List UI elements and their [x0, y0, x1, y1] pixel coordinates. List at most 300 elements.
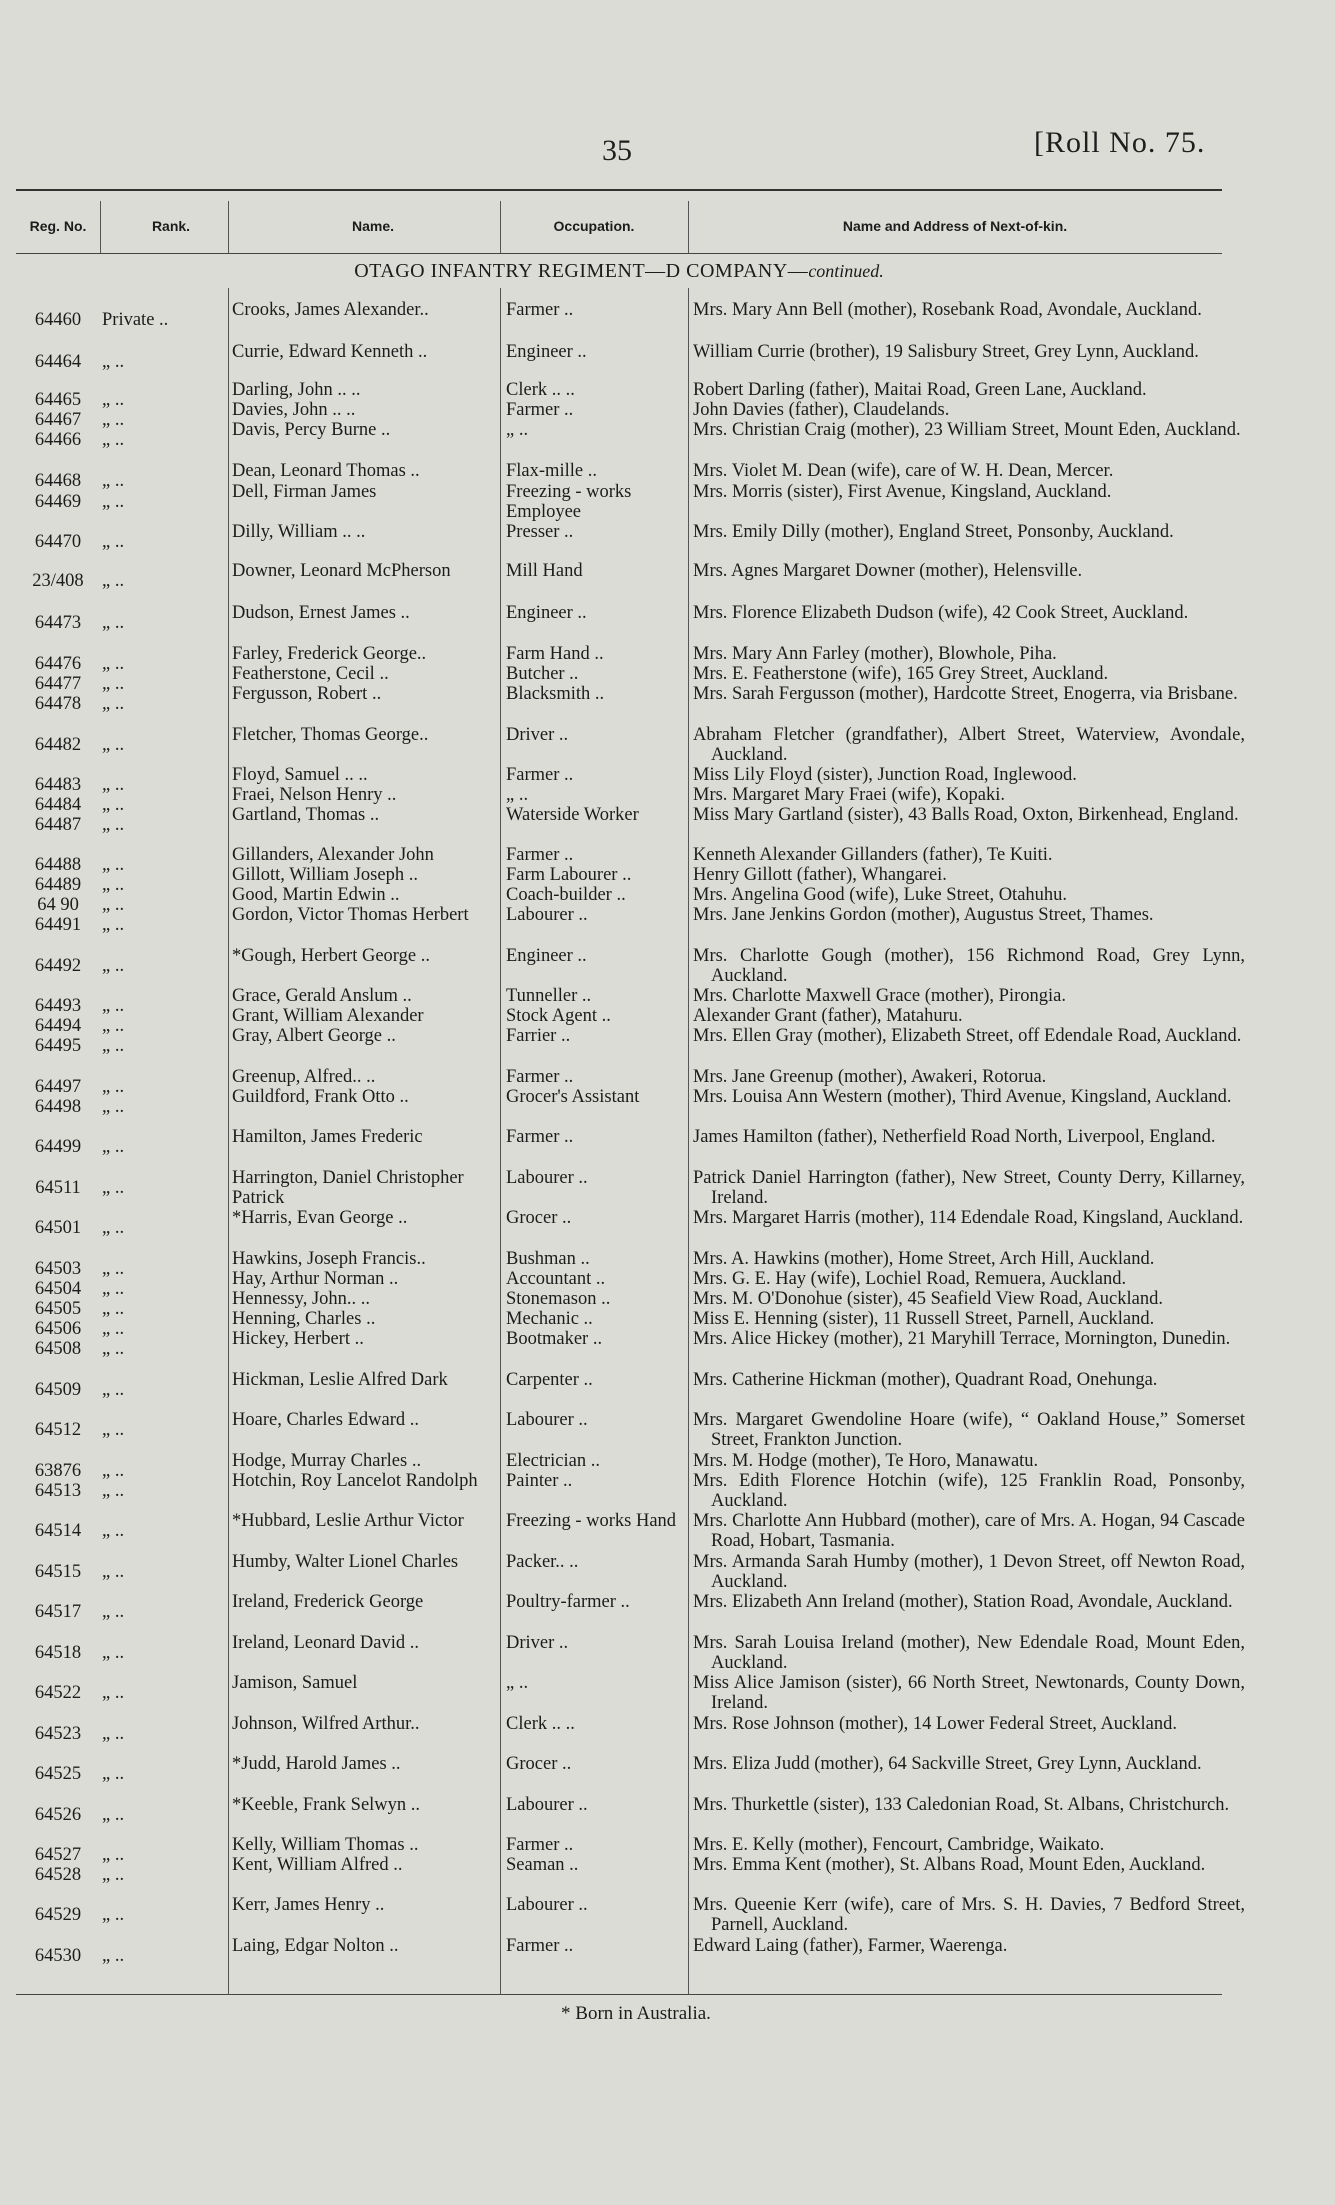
next-of-kin-cell: Mrs. A. Hawkins (mother), Home Street, Arch Hill, Auckland. — [693, 1249, 1155, 1269]
rank-cell: „ .. — [102, 875, 125, 895]
occupation-cell: Labourer .. — [506, 1168, 588, 1188]
reg-no-cell: 64528 — [34, 1865, 82, 1885]
rank-cell: „ .. — [102, 1036, 125, 1056]
rank-cell: „ .. — [102, 1137, 125, 1157]
table-row — [0, 1026, 1335, 1066]
occupation-cell: Coach-builder .. — [506, 885, 626, 905]
name-cell: *Gough, Herbert George .. — [232, 946, 430, 966]
next-of-kin-cell: Mrs. E. Featherstone (wife), 165 Grey Street, Auckland. — [693, 664, 1109, 684]
next-of-kin-cell: Miss Mary Gartland (sister), 43 Balls Road, Oxton, Birkenhead, England. — [693, 805, 1239, 825]
reg-no-cell: 64482 — [34, 735, 82, 755]
reg-no-cell: 64478 — [34, 694, 82, 714]
rank-cell: „ .. — [102, 1724, 125, 1744]
table-row — [0, 1471, 1335, 1511]
occupation-cell: Electrician .. — [506, 1451, 600, 1471]
reg-no-cell: 64467 — [34, 410, 82, 430]
occupation-cell: Freezing - works Hand — [506, 1511, 677, 1531]
next-of-kin-cell: William Currie (brother), 19 Salisbury Street, Grey Lynn, Auckland. — [693, 342, 1199, 362]
name-cell: Crooks, James Alexander.. — [232, 300, 429, 320]
table-bottom-rule — [16, 1994, 1222, 1995]
reg-no-cell: 64515 — [34, 1562, 82, 1582]
next-of-kin-cell: Kenneth Alexander Gillanders (father), Te Kuiti. — [693, 845, 1053, 865]
table-row — [0, 1552, 1335, 1592]
occupation-cell: Farrier .. — [506, 1026, 571, 1046]
rank-cell: „ .. — [102, 1521, 125, 1541]
next-of-kin-cell: Mrs. Louisa Ann Western (mother), Third Avenue, Kingsland, Auckland. — [693, 1087, 1232, 1107]
name-cell: Currie, Edward Kenneth .. — [232, 342, 428, 362]
name-cell: Featherstone, Cecil .. — [232, 664, 389, 684]
name-cell: Dell, Firman James — [232, 482, 377, 502]
table-row — [0, 684, 1335, 724]
reg-no-cell: 64503 — [34, 1259, 82, 1279]
reg-no-cell: 64498 — [34, 1097, 82, 1117]
occupation-cell: Driver .. — [506, 1633, 569, 1653]
occupation-cell: Farmer .. — [506, 400, 574, 420]
reg-no-cell: 64513 — [34, 1481, 82, 1501]
occupation-cell: Grocer .. — [506, 1208, 572, 1228]
next-of-kin-cell: Mrs. Rose Johnson (mother), 14 Lower Federal Street, Auckland. — [693, 1714, 1177, 1734]
occupation-cell: Stock Agent .. — [506, 1006, 611, 1026]
rank-cell: „ .. — [102, 996, 125, 1016]
table-row — [0, 1127, 1335, 1167]
occupation-cell: Blacksmith .. — [506, 684, 605, 704]
table-header — [16, 199, 1222, 254]
reg-no-cell: 64492 — [34, 956, 82, 976]
name-cell: *Keeble, Frank Selwyn .. — [232, 1795, 421, 1815]
rank-cell: „ .. — [102, 1946, 125, 1966]
table-row — [0, 1795, 1335, 1835]
next-of-kin-cell: Mrs. Agnes Margaret Downer (mother), Helensville. — [693, 561, 1083, 581]
next-of-kin-cell: Mrs. Alice Hickey (mother), 21 Maryhill Terrace, Mornington, Dunedin. — [693, 1329, 1231, 1349]
occupation-cell: Clerk .. .. — [506, 380, 575, 400]
next-of-kin-cell: Mrs. Margaret Mary Fraei (wife), Kopaki. — [693, 785, 1006, 805]
table-row — [0, 1087, 1335, 1127]
occupation-cell: Stonemason .. — [506, 1289, 611, 1309]
rank-cell: „ .. — [102, 1845, 125, 1865]
reg-no-cell: 64483 — [34, 775, 82, 795]
name-cell: *Judd, Harold James .. — [232, 1754, 401, 1774]
table-row — [0, 1936, 1335, 1976]
name-cell: Farley, Frederick George.. — [232, 644, 427, 664]
header-occupation: Occupation. — [553, 218, 635, 234]
reg-no-cell: 64501 — [34, 1218, 82, 1238]
occupation-cell: Packer.. .. — [506, 1552, 579, 1572]
reg-no-cell: 64484 — [34, 795, 82, 815]
next-of-kin-cell: Mrs. Margaret Gwendoline Hoare (wife), “ Oakland House,” Somerset Street, Frankton Junction. — [693, 1410, 1245, 1450]
reg-no-cell: 64491 — [34, 915, 82, 935]
next-of-kin-cell: Miss Alice Jamison (sister), 66 North Street, Newtonards, County Down, Ireland. — [693, 1673, 1245, 1713]
table-row — [0, 300, 1335, 340]
table-row — [0, 905, 1335, 945]
reg-no-cell: 64495 — [34, 1036, 82, 1056]
table-row — [0, 725, 1335, 765]
rank-cell: „ .. — [102, 1683, 125, 1703]
next-of-kin-cell: Mrs. Sarah Louisa Ireland (mother), New Edendale Road, Mount Eden, Auckland. — [693, 1633, 1245, 1673]
reg-no-cell: 64518 — [34, 1643, 82, 1663]
rank-cell: „ .. — [102, 471, 125, 491]
reg-no-cell: 64529 — [34, 1905, 82, 1925]
rank-cell: „ .. — [102, 1016, 125, 1036]
occupation-cell: Bootmaker .. — [506, 1329, 603, 1349]
rank-cell: „ .. — [102, 352, 125, 372]
rank-cell: „ .. — [102, 1643, 125, 1663]
next-of-kin-cell: Miss Lily Floyd (sister), Junction Road, Inglewood. — [693, 765, 1077, 785]
name-cell: Ireland, Frederick George — [232, 1592, 424, 1612]
next-of-kin-cell: Mrs. M. O'Donohue (sister), 45 Seafield View Road, Auckland. — [693, 1289, 1163, 1309]
next-of-kin-cell: Mrs. Eliza Judd (mother), 64 Sackville Street, Grey Lynn, Auckland. — [693, 1754, 1202, 1774]
next-of-kin-cell: Mrs. Emily Dilly (mother), England Street, Ponsonby, Auckland. — [693, 522, 1174, 542]
next-of-kin-cell: Mrs. G. E. Hay (wife), Lochiel Road, Remuera, Auckland. — [693, 1269, 1127, 1289]
rank-cell: „ .. — [102, 815, 125, 835]
reg-no-cell: 64499 — [34, 1137, 82, 1157]
next-of-kin-cell: Mrs. Violet M. Dean (wife), care of W. H. Dean, Mercer. — [693, 461, 1114, 481]
regiment-heading-continued: continued. — [808, 261, 884, 281]
name-cell: Gillott, William Joseph .. — [232, 865, 418, 885]
rank-cell: „ .. — [102, 735, 125, 755]
rank-cell: „ .. — [102, 1259, 125, 1279]
name-cell: Downer, Leonard McPherson — [232, 561, 451, 581]
rank-cell: „ .. — [102, 1461, 125, 1481]
occupation-cell: Farmer .. — [506, 1936, 574, 1956]
occupation-cell: Presser .. — [506, 522, 574, 542]
occupation-cell: Labourer .. — [506, 1795, 588, 1815]
occupation-cell: Farmer .. — [506, 765, 574, 785]
next-of-kin-cell: John Davies (father), Claudelands. — [693, 400, 950, 420]
table-row — [0, 946, 1335, 986]
rank-cell: „ .. — [102, 1481, 125, 1501]
rank-cell: „ .. — [102, 1805, 125, 1825]
table-row — [0, 522, 1335, 562]
reg-no-cell: 64506 — [34, 1319, 82, 1339]
next-of-kin-cell: Mrs. Ellen Gray (mother), Elizabeth Street, off Edendale Road, Auckland. — [693, 1026, 1242, 1046]
occupation-cell: Labourer .. — [506, 905, 588, 925]
header-name: Name. — [351, 218, 395, 234]
name-cell: Dudson, Ernest James .. — [232, 603, 410, 623]
table-row — [0, 1754, 1335, 1794]
occupation-cell: Farmer .. — [506, 1835, 574, 1855]
reg-no-cell: 64466 — [34, 430, 82, 450]
table-row — [0, 1592, 1335, 1632]
name-cell: Davies, John .. .. — [232, 400, 356, 420]
reg-no-cell: 63876 — [34, 1461, 82, 1481]
table-row — [0, 1714, 1335, 1754]
occupation-cell: Painter .. — [506, 1471, 573, 1491]
table-row — [0, 1895, 1335, 1935]
next-of-kin-cell: Mrs. Jane Jenkins Gordon (mother), Augustus Street, Thames. — [693, 905, 1154, 925]
rank-cell: „ .. — [102, 1339, 125, 1359]
reg-no-cell: 64504 — [34, 1279, 82, 1299]
next-of-kin-cell: Mrs. Angelina Good (wife), Luke Street, Otahuhu. — [693, 885, 1068, 905]
name-cell: Johnson, Wilfred Arthur.. — [232, 1714, 420, 1734]
name-cell: Harrington, Daniel Christopher Patrick — [232, 1168, 464, 1208]
rank-cell: „ .. — [102, 1380, 125, 1400]
reg-no-cell: 64514 — [34, 1521, 82, 1541]
footnote: * Born in Australia. — [561, 2003, 711, 2024]
reg-no-cell: 64527 — [34, 1845, 82, 1865]
next-of-kin-cell: Mrs. Edith Florence Hotchin (wife), 125 Franklin Road, Ponsonby, Auckland. — [693, 1471, 1245, 1511]
next-of-kin-cell: James Hamilton (father), Netherfield Road North, Liverpool, England. — [693, 1127, 1216, 1147]
reg-no-cell: 64494 — [34, 1016, 82, 1036]
rank-cell: Private .. — [102, 310, 169, 330]
next-of-kin-cell: Mrs. Sarah Fergusson (mother), Hardcotte Street, Enogerra, via Brisbane. — [693, 684, 1238, 704]
table-row — [0, 1511, 1335, 1551]
rank-cell: „ .. — [102, 694, 125, 714]
next-of-kin-cell: Mrs. Charlotte Maxwell Grace (mother), Pirongia. — [693, 986, 1066, 1006]
name-cell: Hickman, Leslie Alfred Dark — [232, 1370, 448, 1390]
rank-cell: „ .. — [102, 1420, 125, 1440]
name-cell: Gordon, Victor Thomas Herbert — [232, 905, 469, 925]
reg-no-cell: 64464 — [34, 352, 82, 372]
occupation-cell: Waterside Worker — [506, 805, 639, 825]
name-cell: Henning, Charles .. — [232, 1309, 376, 1329]
reg-no-cell: 64509 — [34, 1380, 82, 1400]
rank-cell: „ .. — [102, 410, 125, 430]
next-of-kin-cell: Mrs. E. Kelly (mother), Fencourt, Cambridge, Waikato. — [693, 1835, 1105, 1855]
reg-no-cell: 64489 — [34, 875, 82, 895]
rank-cell: „ .. — [102, 1764, 125, 1784]
rank-cell: „ .. — [102, 654, 125, 674]
name-cell: *Hubbard, Leslie Arthur Victor — [232, 1511, 464, 1531]
header-reg-no: Reg. No. — [29, 218, 87, 234]
rank-cell: „ .. — [102, 1319, 125, 1339]
name-cell: Hickey, Herbert .. — [232, 1329, 364, 1349]
next-of-kin-cell: Mrs. M. Hodge (mother), Te Horo, Manawatu. — [693, 1451, 1039, 1471]
rank-cell: „ .. — [102, 674, 125, 694]
table-row — [0, 1410, 1335, 1450]
reg-no-cell: 64465 — [34, 390, 82, 410]
reg-no-cell: 64 90 — [37, 895, 79, 915]
occupation-cell: Freezing - works Employee — [506, 482, 632, 522]
name-cell: Hodge, Murray Charles .. — [232, 1451, 422, 1471]
rank-cell: „ .. — [102, 1077, 125, 1097]
next-of-kin-cell: Mrs. Christian Craig (mother), 23 William Street, Mount Eden, Auckland. — [693, 420, 1241, 440]
rank-cell: „ .. — [102, 1279, 125, 1299]
name-cell: Greenup, Alfred.. .. — [232, 1067, 376, 1087]
next-of-kin-cell: Mrs. Thurkettle (sister), 133 Caledonian Road, St. Albans, Christchurch. — [693, 1795, 1230, 1815]
next-of-kin-cell: Patrick Daniel Harrington (father), New Street, County Derry, Killarney, Ireland. — [693, 1168, 1245, 1208]
name-cell: Hotchin, Roy Lancelot Randolph — [232, 1471, 478, 1491]
regiment-heading-text: OTAGO INFANTRY REGIMENT—D COMPANY— — [354, 260, 809, 282]
page-number: 35 — [602, 134, 632, 167]
occupation-cell: Tunneller .. — [506, 986, 592, 1006]
reg-no-cell: 64508 — [34, 1339, 82, 1359]
name-cell: Davis, Percy Burne .. — [232, 420, 391, 440]
rank-cell: „ .. — [102, 895, 125, 915]
name-cell: Hamilton, James Frederic — [232, 1127, 423, 1147]
rank-cell: „ .. — [102, 1562, 125, 1582]
name-cell: Gillanders, Alexander John — [232, 845, 434, 865]
name-cell: Kent, William Alfred .. — [232, 1855, 403, 1875]
rank-cell: „ .. — [102, 430, 125, 450]
next-of-kin-cell: Mrs. Armanda Sarah Humby (mother), 1 Devon Street, off Newton Road, Auckland. — [693, 1552, 1245, 1592]
name-cell: *Harris, Evan George .. — [232, 1208, 408, 1228]
table-row — [0, 603, 1335, 643]
occupation-cell: Labourer .. — [506, 1410, 588, 1430]
occupation-cell: Carpenter .. — [506, 1370, 593, 1390]
name-cell: Grace, Gerald Anslum .. — [232, 986, 412, 1006]
reg-no-cell: 64473 — [34, 613, 82, 633]
table-row — [0, 1633, 1335, 1673]
occupation-cell: Engineer .. — [506, 342, 587, 362]
reg-no-cell: 64468 — [34, 471, 82, 491]
table-row — [0, 482, 1335, 522]
reg-no-cell: 64526 — [34, 1805, 82, 1825]
next-of-kin-cell: Mrs. Morris (sister), First Avenue, Kingsland, Auckland. — [693, 482, 1112, 502]
next-of-kin-cell: Mrs. Catherine Hickman (mother), Quadrant Road, Onehunga. — [693, 1370, 1158, 1390]
occupation-cell: Grocer .. — [506, 1754, 572, 1774]
reg-no-cell: 64460 — [34, 310, 82, 330]
name-cell: Floyd, Samuel .. .. — [232, 765, 368, 785]
reg-no-cell: 64511 — [35, 1178, 81, 1198]
next-of-kin-cell: Mrs. Emma Kent (mother), St. Albans Road, Mount Eden, Auckland. — [693, 1855, 1206, 1875]
occupation-cell: Farmer .. — [506, 1127, 574, 1147]
name-cell: Fraei, Nelson Henry .. — [232, 785, 397, 805]
table-row — [0, 1208, 1335, 1248]
occupation-cell: „ .. — [506, 785, 529, 805]
rank-cell: „ .. — [102, 855, 125, 875]
name-cell: Good, Martin Edwin .. — [232, 885, 400, 905]
table-row — [0, 561, 1335, 601]
table-row — [0, 1673, 1335, 1713]
name-cell: Kelly, William Thomas .. — [232, 1835, 419, 1855]
occupation-cell: Engineer .. — [506, 603, 587, 623]
rank-cell: „ .. — [102, 1178, 125, 1198]
occupation-cell: Farm Labourer .. — [506, 865, 632, 885]
next-of-kin-cell: Mrs. Jane Greenup (mother), Awakeri, Rotorua. — [693, 1067, 1047, 1087]
name-cell: Gartland, Thomas .. — [232, 805, 380, 825]
table-row — [0, 342, 1335, 382]
occupation-cell: Clerk .. .. — [506, 1714, 575, 1734]
next-of-kin-cell: Miss E. Henning (sister), 11 Russell Street, Parnell, Auckland. — [693, 1309, 1155, 1329]
occupation-cell: Bushman .. — [506, 1249, 590, 1269]
reg-no-cell: 64517 — [34, 1602, 82, 1622]
reg-no-cell: 64525 — [34, 1764, 82, 1784]
next-of-kin-cell: Mrs. Queenie Kerr (wife), care of Mrs. S. H. Davies, 7 Bedford Street, Parnell, Auckland. — [693, 1895, 1245, 1935]
reg-no-cell: 64497 — [34, 1077, 82, 1097]
reg-no-cell: 64522 — [34, 1683, 82, 1703]
table-row — [0, 1370, 1335, 1410]
occupation-cell: Poultry-farmer .. — [506, 1592, 630, 1612]
next-of-kin-cell: Mrs. Florence Elizabeth Dudson (wife), 42 Cook Street, Auckland. — [693, 603, 1189, 623]
rank-cell: „ .. — [102, 1299, 125, 1319]
occupation-cell: Labourer .. — [506, 1895, 588, 1915]
occupation-cell: Farmer .. — [506, 845, 574, 865]
reg-no-cell: 64470 — [34, 532, 82, 552]
reg-no-cell: 64493 — [34, 996, 82, 1016]
name-cell: Dean, Leonard Thomas .. — [232, 461, 420, 481]
name-cell: Hennessy, John.. .. — [232, 1289, 371, 1309]
table-row — [0, 420, 1335, 460]
next-of-kin-cell: Mrs. Mary Ann Bell (mother), Rosebank Road, Avondale, Auckland. — [693, 300, 1202, 320]
name-cell: Hay, Arthur Norman .. — [232, 1269, 399, 1289]
next-of-kin-cell: Mrs. Mary Ann Farley (mother), Blowhole, Piha. — [693, 644, 1057, 664]
reg-no-cell: 64512 — [34, 1420, 82, 1440]
next-of-kin-cell: Edward Laing (father), Farmer, Waerenga. — [693, 1936, 1008, 1956]
name-cell: Fergusson, Robert .. — [232, 684, 382, 704]
occupation-cell: Butcher .. — [506, 664, 579, 684]
reg-no-cell: 64505 — [34, 1299, 82, 1319]
rank-cell: „ .. — [102, 1097, 125, 1117]
regiment-heading — [16, 260, 1222, 283]
rank-cell: „ .. — [102, 1865, 125, 1885]
name-cell: Ireland, Leonard David .. — [232, 1633, 419, 1653]
table-row — [0, 805, 1335, 845]
next-of-kin-cell: Henry Gillott (father), Whangarei. — [693, 865, 947, 885]
next-of-kin-cell: Mrs. Charlotte Gough (mother), 156 Richmond Road, Grey Lynn, Auckland. — [693, 946, 1245, 986]
rank-cell: „ .. — [102, 775, 125, 795]
reg-no-cell: 23/408 — [32, 571, 84, 591]
rank-cell: „ .. — [102, 1602, 125, 1622]
rank-cell: „ .. — [102, 613, 125, 633]
name-cell: Darling, John .. .. — [232, 380, 361, 400]
name-cell: Laing, Edgar Nolton .. — [232, 1936, 399, 1956]
rank-cell: „ .. — [102, 915, 125, 935]
occupation-cell: Mill Hand — [506, 561, 583, 581]
name-cell: Gray, Albert George .. — [232, 1026, 396, 1046]
next-of-kin-cell: Mrs. Elizabeth Ann Ireland (mother), Station Road, Avondale, Auckland. — [693, 1592, 1233, 1612]
name-cell: Hoare, Charles Edward .. — [232, 1410, 419, 1430]
next-of-kin-cell: Mrs. Margaret Harris (mother), 114 Edendale Road, Kingsland, Auckland. — [693, 1208, 1244, 1228]
reg-no-cell: 64477 — [34, 674, 82, 694]
occupation-cell: Mechanic .. — [506, 1309, 593, 1329]
roll-label: [Roll No. 75. — [1034, 126, 1206, 159]
next-of-kin-cell: Robert Darling (father), Maitai Road, Green Lane, Auckland. — [693, 380, 1147, 400]
occupation-cell: Flax-mille .. — [506, 461, 597, 481]
occupation-cell: Farmer .. — [506, 1067, 574, 1087]
rank-cell: „ .. — [102, 532, 125, 552]
table-row — [0, 1168, 1335, 1208]
occupation-cell: „ .. — [506, 420, 529, 440]
header-top-rule — [16, 189, 1222, 191]
name-cell: Grant, William Alexander — [232, 1006, 424, 1026]
name-cell: Kerr, James Henry .. — [232, 1895, 385, 1915]
occupation-cell: Seaman .. — [506, 1855, 579, 1875]
reg-no-cell: 64530 — [34, 1946, 82, 1966]
reg-no-cell: 64469 — [34, 492, 82, 512]
occupation-cell: Accountant .. — [506, 1269, 606, 1289]
next-of-kin-cell: Alexander Grant (father), Matahuru. — [693, 1006, 963, 1026]
rank-cell: „ .. — [102, 492, 125, 512]
name-cell: Hawkins, Joseph Francis.. — [232, 1249, 426, 1269]
reg-no-cell: 64476 — [34, 654, 82, 674]
rank-cell: „ .. — [102, 390, 125, 410]
reg-no-cell: 64487 — [34, 815, 82, 835]
occupation-cell: Grocer's Assistant — [506, 1087, 640, 1107]
header-next-of-kin: Name and Address of Next-of-kin. — [842, 218, 1068, 234]
reg-no-cell: 64488 — [34, 855, 82, 875]
name-cell: Jamison, Samuel — [232, 1673, 358, 1693]
occupation-cell: Farm Hand .. — [506, 644, 604, 664]
table-row — [0, 1329, 1335, 1369]
next-of-kin-cell: Mrs. Charlotte Ann Hubbard (mother), care of Mrs. A. Hogan, 94 Cascade Road, Hobart, Tasmania. — [693, 1511, 1245, 1551]
header-rank: Rank. — [151, 218, 191, 234]
rank-cell: „ .. — [102, 571, 125, 591]
rank-cell: „ .. — [102, 1218, 125, 1238]
rank-cell: „ .. — [102, 1905, 125, 1925]
name-cell: Fletcher, Thomas George.. — [232, 725, 429, 745]
next-of-kin-cell: Abraham Fletcher (grandfather), Albert Street, Waterview, Avondale, Auckland. — [693, 725, 1245, 765]
occupation-cell: Farmer .. — [506, 300, 574, 320]
name-cell: Guildford, Frank Otto .. — [232, 1087, 409, 1107]
name-cell: Dilly, William .. .. — [232, 522, 366, 542]
occupation-cell: Engineer .. — [506, 946, 587, 966]
occupation-cell: „ .. — [506, 1673, 529, 1693]
reg-no-cell: 64523 — [34, 1724, 82, 1744]
rank-cell: „ .. — [102, 956, 125, 976]
rank-cell: „ .. — [102, 795, 125, 815]
table-row — [0, 1855, 1335, 1895]
occupation-cell: Driver .. — [506, 725, 569, 745]
